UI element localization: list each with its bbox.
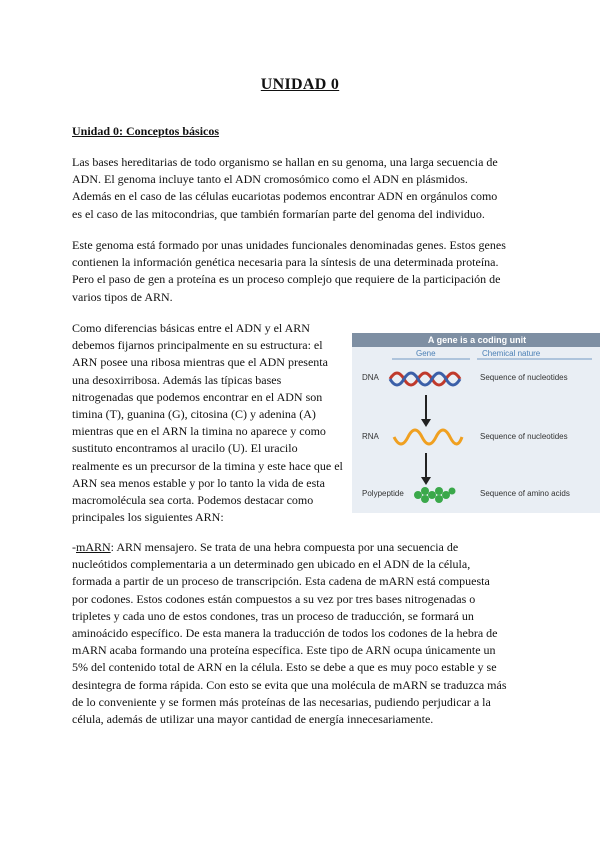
row-desc-polypeptide: Sequence of amino acids bbox=[480, 489, 570, 498]
section-subtitle: Unidad 0: Conceptos básicos bbox=[72, 124, 220, 138]
gene-coding-unit-figure bbox=[352, 333, 600, 513]
paragraph-genome: Las bases hereditarias de todo organismo se hallan en su genoma, una larga secuencia de ADN. El genoma incluye tanto el ADN cromosómico como el ADN en plásmidos. Además en el caso de las células eucariotas podemos encontrar ADN en orgánulos como es el caso de las mitocondrias, que también formarían parte del genoma del individuo. bbox=[72, 155, 498, 221]
term-marn: mARN bbox=[76, 540, 111, 554]
paragraph-genes: Este genoma está formado por unas unidades funcionales denominadas genes. Estos genes contienen la información genética necesaria para la síntesis de una determinada proteína. Pero el paso de gen a proteína es un proceso complejo que requiere de la participación de varios tipos de ARN. bbox=[72, 238, 506, 304]
row-label-dna: DNA bbox=[362, 373, 379, 382]
figure-col-gene: Gene bbox=[416, 349, 436, 358]
figure-header: A gene is a coding unit bbox=[352, 333, 600, 347]
bullet-dash: - bbox=[72, 540, 76, 554]
dna-double-helix-icon bbox=[390, 373, 460, 385]
paragraph-marn bbox=[72, 539, 508, 728]
down-arrow-icon bbox=[421, 453, 431, 485]
row-desc-dna: Sequence of nucleotides bbox=[480, 373, 568, 382]
rna-strand-icon bbox=[394, 430, 462, 444]
figure-body bbox=[352, 347, 600, 513]
row-desc-rna: Sequence of nucleotides bbox=[480, 432, 568, 441]
polypeptide-chain-icon bbox=[414, 487, 456, 503]
page-title: UNIDAD 0 bbox=[260, 76, 340, 93]
paragraph-adn-arn-differences: Como diferencias básicas entre el ADN y el ARN debemos fijarnos principalmente en su estructura: el ARN posee una ribosa mientras que el ADN presenta una desoxirribosa. Además las típicas bases nitrogenadas que podemos encontrar en el ADN son timina (T), guanina (G), citosina (C) y adenina (A) mientras que en el ARN la timina no aparece y como sustituto encontramos al uracilo (U). El uracilo realmente es un precursor de la timina y este hace que el ARN sea menos estable y por lo tanto la vida de esta macromolécula sea corta. Podemos destacar como principales los siguientes ARN: bbox=[72, 321, 343, 525]
paragraph-marn-text: : ARN mensajero. Se trata de una hebra compuesta por una secuencia de nucleótidos complementaria a un determinado gen ubicado en el ADN de la célula, formada a partir de un proceso de transcripción. Esta cadena de mARN está compuesta por codones. Estos codones están compuestos a su vez por tres bases nitrogenadas o tripletes y cada uno de estos condones, tras un proceso de traducción, se formará un aminoácido específico. De esta manera la traducción de todos los codones de la hebra de mARN acaba formando una proteína específica. Este tipo de ARN ocupa únicamente un 5% del contenido total de ARN en la célula. Esto se debe a que es muy poco estable y se desintegra de forma rápida. Con esto se evita que una molécula de mARN se traduzca más de lo conveniente y se formen más proteínas de las necesarias, pudiendo perjudicar a la célula, además de utilizar una mayor cantidad de energía innecesariamente. bbox=[72, 540, 507, 727]
down-arrow-icon bbox=[421, 395, 431, 427]
figure-col-chemical-nature: Chemical nature bbox=[482, 349, 541, 358]
row-label-rna: RNA bbox=[362, 432, 379, 441]
row-label-polypeptide: Polypeptide bbox=[362, 489, 404, 498]
